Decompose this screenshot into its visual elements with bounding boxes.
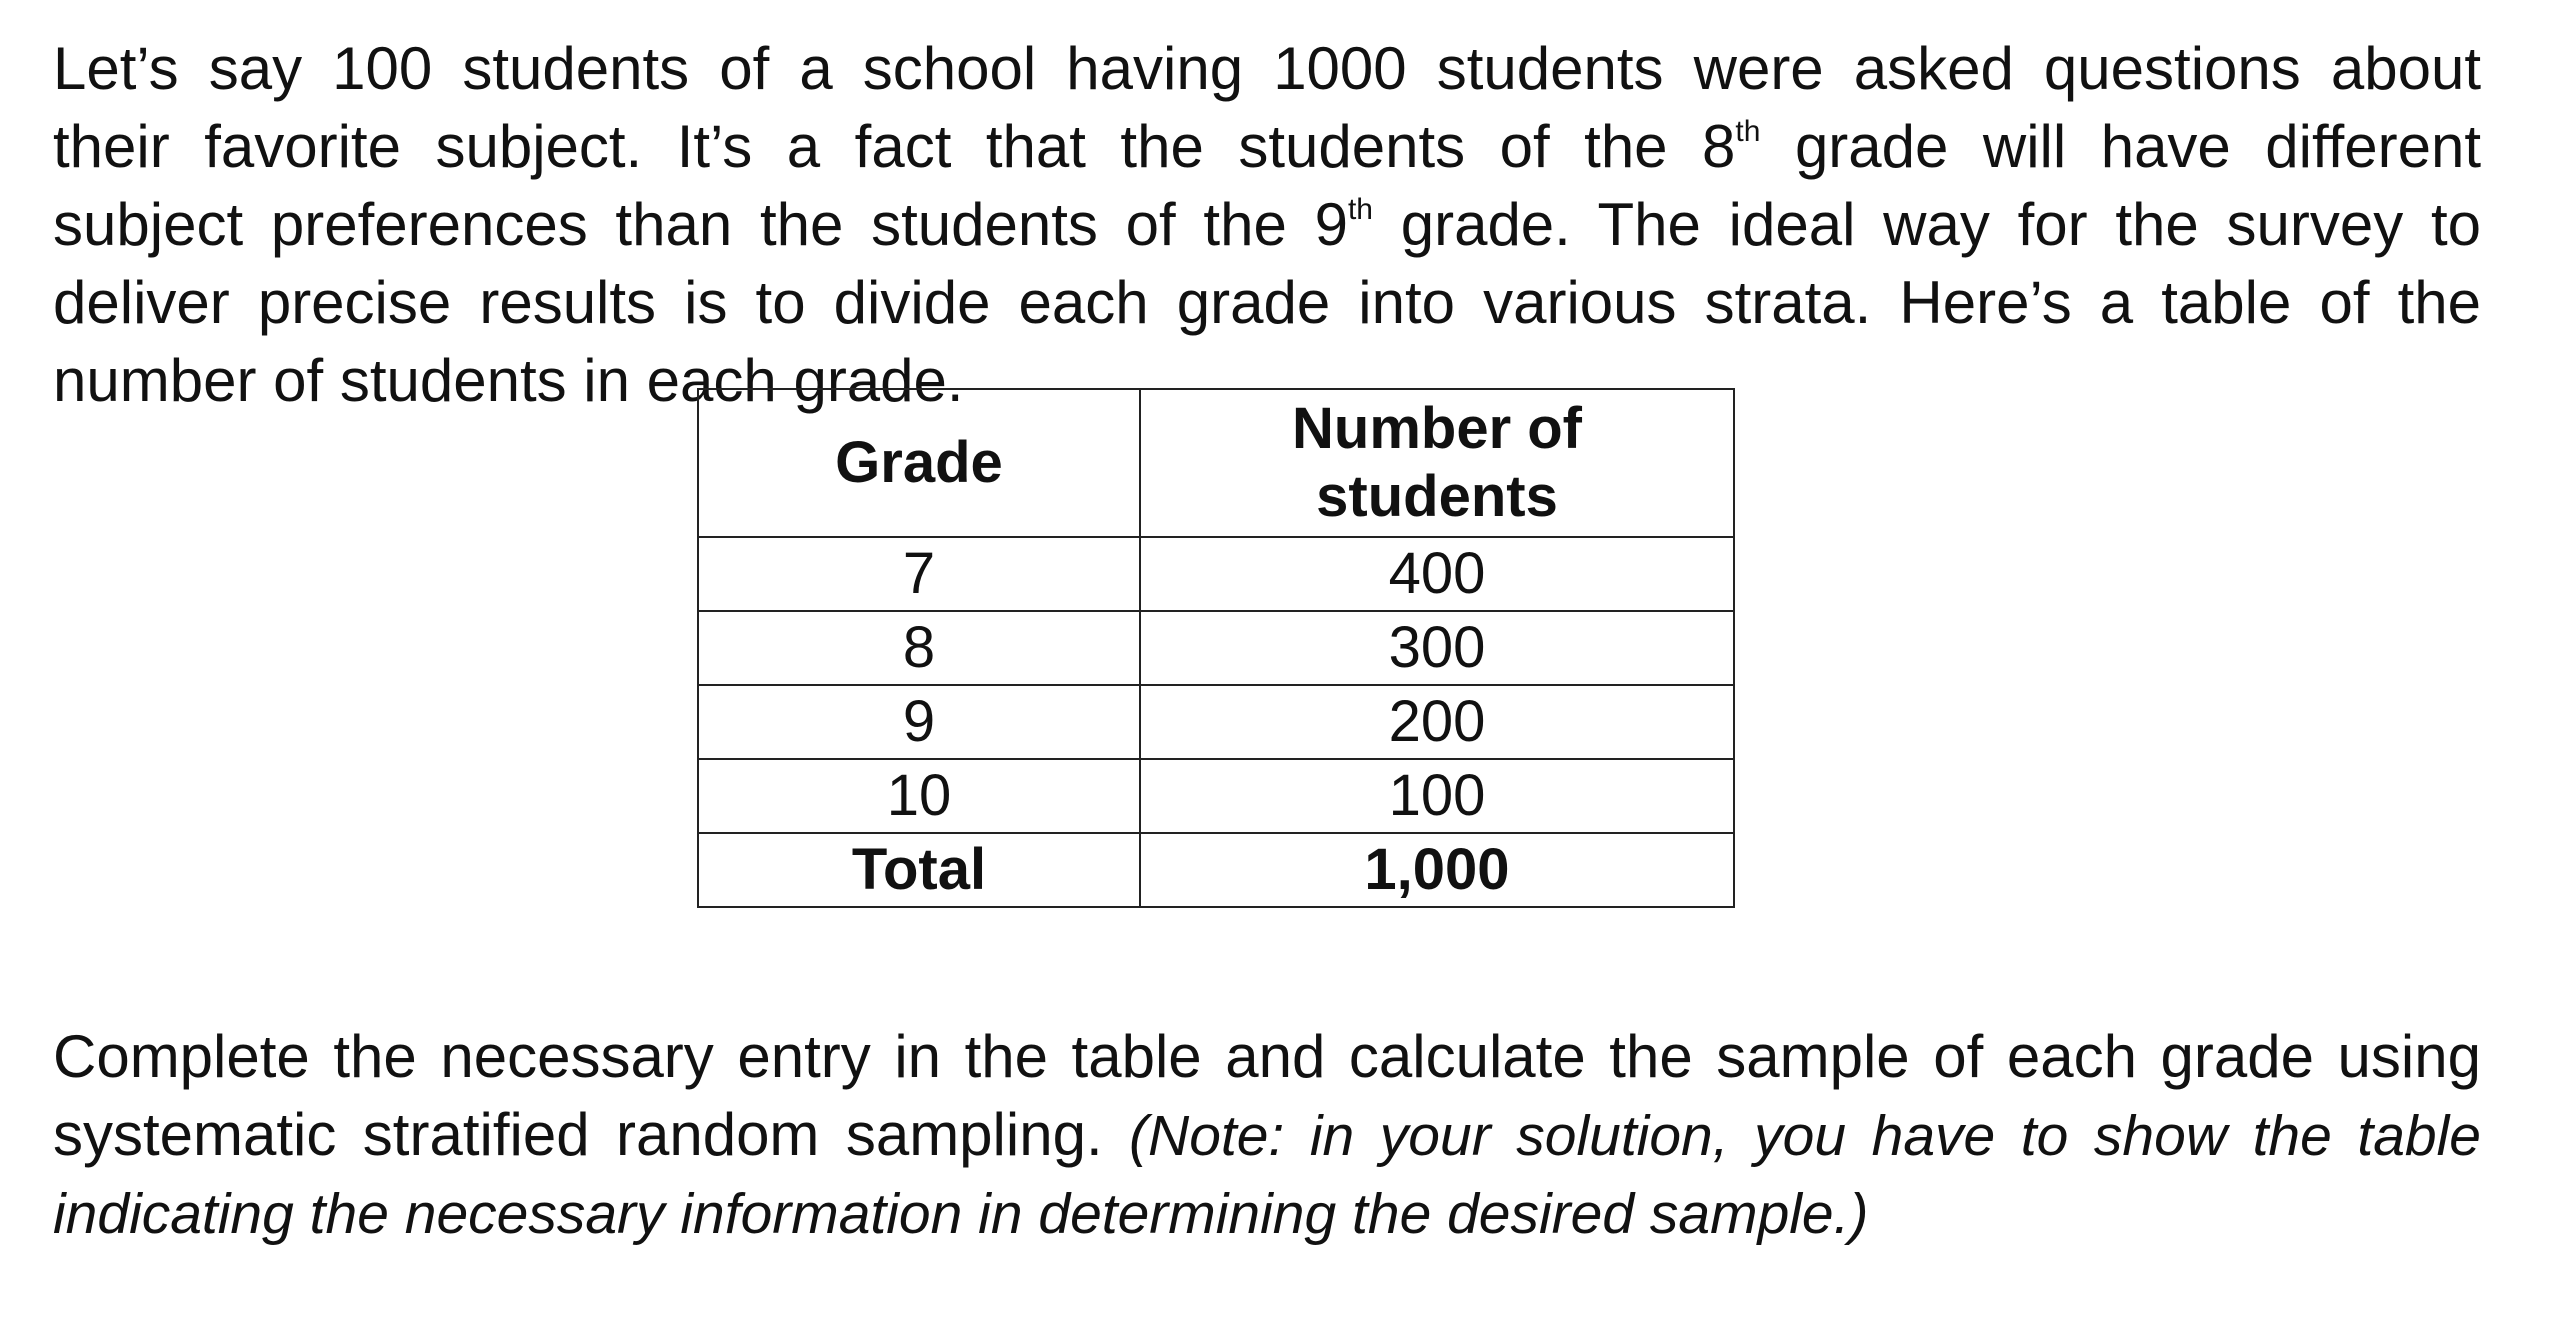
ordinal-suffix: th [1347,193,1373,226]
table-row [698,537,1734,611]
table-row [698,685,1734,759]
intro-line-1: Let’s say 100 students of a school having 1000 students were asked questions about [53,35,2481,102]
table-row [698,611,1734,685]
header-number-of-students: Number of students [1140,389,1734,537]
total-label: Total [698,833,1140,907]
ordinal-suffix: th [1735,115,1761,148]
grade-cell: 9 [698,685,1140,759]
total-value: 1,000 [1140,833,1734,907]
students-cell: 300 [1140,611,1734,685]
students-cell: 200 [1140,685,1734,759]
grade-cell: 10 [698,759,1140,833]
students-cell: 100 [1140,759,1734,833]
students-cell: 400 [1140,537,1734,611]
note-text: (Note: in your solution, you have to show the table [1129,1104,2481,1168]
question-line-1: Complete the necessary entry in the table and calculate the sample of each grade using [53,1023,2481,1090]
intro-line-4: deliver precise results is to divide each grade into various strata. Here’s a table of the [53,269,2481,336]
table-header-row [698,389,1734,537]
grade-cell: 7 [698,537,1140,611]
intro-line-2: their favorite subject. It’s a fact that the students of the 8th grade will have different [53,113,2482,180]
intro-line-3: subject preferences than the students of the 9th grade. The ideal way for the survey to [53,191,2481,258]
intro-line-5: number of students in each grade. [53,347,964,414]
students-per-grade-table [697,388,1735,908]
intro-paragraph [53,30,2481,420]
question-line-2: systematic stratified random sampling. (Note: in your solution, you have to show the table [53,1101,2481,1168]
grade-cell: 8 [698,611,1140,685]
header-grade: Grade [698,389,1140,537]
question-line-3: indicating the necessary information in determining the desired sample.) [53,1182,1869,1246]
table-total-row [698,833,1734,907]
table-row [698,759,1734,833]
question-paragraph [53,1018,2481,1253]
